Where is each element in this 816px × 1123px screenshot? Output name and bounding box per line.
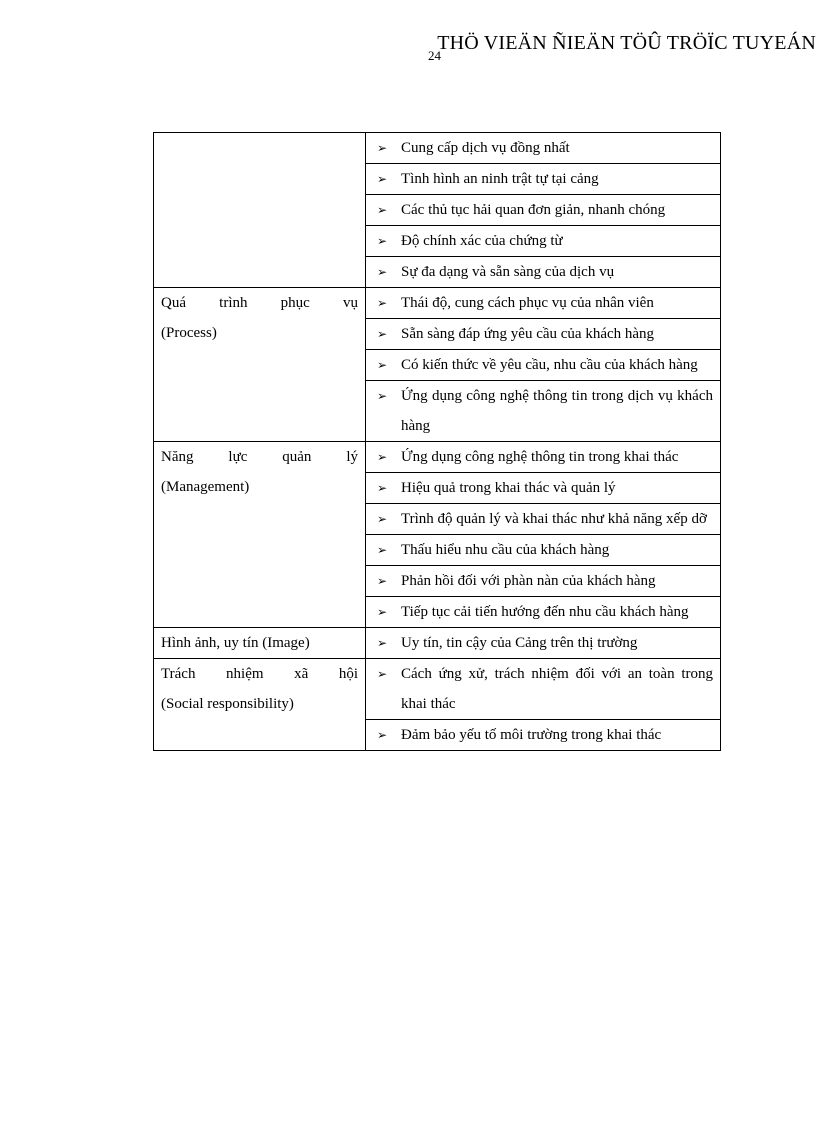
list-item: ➢ Sẵn sàng đáp ứng yêu cầu của khách hàng bbox=[373, 319, 713, 349]
table-row bbox=[154, 288, 721, 319]
item-cell bbox=[366, 288, 721, 319]
group-label: Năng lực quản lý bbox=[161, 449, 358, 465]
list-item: ➢ Sự đa dạng và sẵn sàng của dịch vụ bbox=[373, 257, 713, 287]
arrow-bullet-icon: ➢ bbox=[376, 636, 388, 650]
criteria-table bbox=[153, 132, 721, 751]
group-sub-label: (Management) bbox=[161, 479, 250, 495]
arrow-bullet-icon: ➢ bbox=[376, 327, 388, 341]
list-item: ➢ Các thủ tục hải quan đơn giản, nhanh chóng bbox=[373, 195, 713, 225]
arrow-bullet-icon: ➢ bbox=[376, 141, 388, 155]
list-item: ➢ Uy tín, tin cậy của Cảng trên thị trường bbox=[373, 628, 713, 658]
arrow-bullet-icon: ➢ bbox=[376, 389, 388, 403]
arrow-bullet-icon: ➢ bbox=[376, 728, 388, 742]
list-item: ➢ Cung cấp dịch vụ đồng nhất bbox=[373, 133, 713, 163]
arrow-bullet-icon: ➢ bbox=[376, 265, 388, 279]
arrow-bullet-icon: ➢ bbox=[376, 605, 388, 619]
list-item: ➢ Ứng dụng công nghệ thông tin trong khai thác bbox=[373, 442, 713, 472]
item-cell bbox=[366, 566, 721, 597]
arrow-bullet-icon: ➢ bbox=[376, 203, 388, 217]
list-item: ➢ Thái độ, cung cách phục vụ của nhân viên bbox=[373, 288, 713, 318]
item-cell bbox=[366, 164, 721, 195]
item-cell bbox=[366, 133, 721, 164]
list-item: ➢ Cách ứng xử, trách nhiệm đối với an toàn trong khai thác bbox=[373, 659, 713, 719]
list-item: ➢ Hiệu quả trong khai thác và quản lý bbox=[373, 473, 713, 503]
list-item: ➢ Độ chính xác của chứng từ bbox=[373, 226, 713, 256]
list-item: ➢ Ứng dụng công nghệ thông tin trong dịch vụ khách hàng bbox=[373, 381, 713, 441]
page-number: 24 bbox=[428, 48, 441, 63]
arrow-bullet-icon: ➢ bbox=[376, 172, 388, 186]
item-cell bbox=[366, 473, 721, 504]
table-row bbox=[154, 659, 721, 720]
list-item: ➢ Phản hồi đối với phàn nàn của khách hàng bbox=[373, 566, 713, 596]
list-item: ➢ Có kiến thức về yêu cầu, nhu cầu của khách hàng bbox=[373, 350, 713, 380]
group-label: Hình ảnh, uy tín (Image) bbox=[161, 635, 310, 651]
group-cell-process bbox=[154, 288, 366, 442]
arrow-bullet-icon: ➢ bbox=[376, 358, 388, 372]
group-cell bbox=[154, 133, 366, 288]
list-item: ➢ Tình hình an ninh trật tự tại cảng bbox=[373, 164, 713, 194]
list-item: ➢ Đảm bảo yếu tố môi trường trong khai thác bbox=[373, 720, 713, 750]
item-cell bbox=[366, 350, 721, 381]
arrow-bullet-icon: ➢ bbox=[376, 234, 388, 248]
arrow-bullet-icon: ➢ bbox=[376, 450, 388, 464]
group-cell-management bbox=[154, 442, 366, 628]
item-cell bbox=[366, 319, 721, 350]
site-watermark-header: THÖ VIEÄN ÑIEÄN TÖÛ TRÖÏC TUYEÁN bbox=[437, 32, 816, 54]
table-row bbox=[154, 442, 721, 473]
group-sub-label: (Process) bbox=[161, 325, 217, 341]
item-cell bbox=[366, 381, 721, 442]
group-cell-image bbox=[154, 628, 366, 659]
item-cell bbox=[366, 257, 721, 288]
table-row bbox=[154, 133, 721, 164]
arrow-bullet-icon: ➢ bbox=[376, 512, 388, 526]
item-cell bbox=[366, 442, 721, 473]
group-cell-social-responsibility bbox=[154, 659, 366, 751]
arrow-bullet-icon: ➢ bbox=[376, 667, 388, 681]
item-cell bbox=[366, 720, 721, 751]
group-label: Trách nhiệm xã hội bbox=[161, 666, 358, 682]
item-cell bbox=[366, 597, 721, 628]
group-label: Quá trình phục vụ bbox=[161, 295, 358, 311]
item-cell bbox=[366, 659, 721, 720]
list-item: ➢ Trình độ quản lý và khai thác như khả năng xếp dỡ bbox=[373, 504, 713, 534]
arrow-bullet-icon: ➢ bbox=[376, 543, 388, 557]
item-cell bbox=[366, 195, 721, 226]
arrow-bullet-icon: ➢ bbox=[376, 296, 388, 310]
item-cell bbox=[366, 504, 721, 535]
item-cell bbox=[366, 226, 721, 257]
list-item: ➢ Thấu hiểu nhu cầu của khách hàng bbox=[373, 535, 713, 565]
arrow-bullet-icon: ➢ bbox=[376, 574, 388, 588]
table-row bbox=[154, 628, 721, 659]
item-cell bbox=[366, 628, 721, 659]
arrow-bullet-icon: ➢ bbox=[376, 481, 388, 495]
item-cell bbox=[366, 535, 721, 566]
group-sub-label: (Social responsibility) bbox=[161, 696, 294, 712]
list-item: ➢ Tiếp tục cải tiến hướng đến nhu cầu khách hàng bbox=[373, 597, 713, 627]
